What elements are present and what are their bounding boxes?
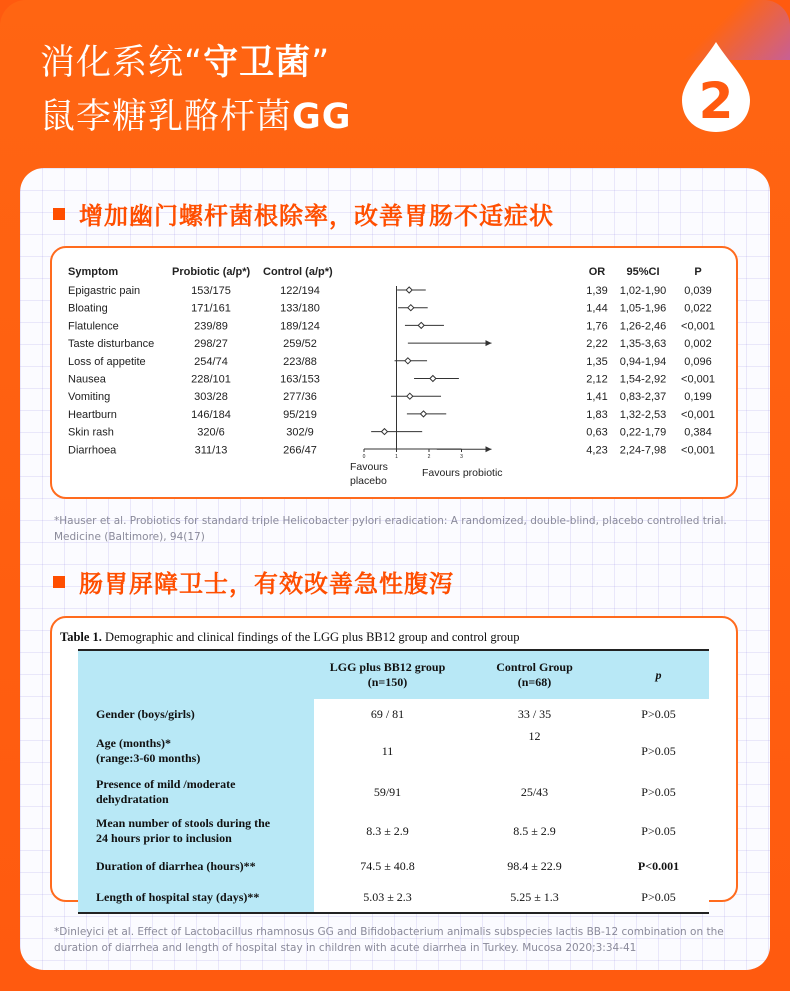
or-cell: 2,12 — [586, 373, 608, 386]
or-marker — [408, 305, 414, 311]
control-cell: 259/52 — [283, 338, 317, 351]
headline-emphasis: 守卫菌 — [203, 43, 312, 83]
header-probiotic: Probiotic (a/p*) — [172, 266, 251, 278]
or-cell: 0,63 — [586, 426, 608, 439]
p-value-cell: P>0.05 — [608, 699, 709, 729]
p-value-cell: P>0.05 — [608, 811, 709, 851]
column-header-line: (n=150) — [367, 675, 408, 689]
ci-arrow — [486, 446, 492, 452]
ci-cell: 1,32-2,53 — [619, 408, 667, 421]
probiotic-cell: 254/74 — [194, 355, 228, 368]
column-header-line: Control Group — [496, 660, 573, 674]
symptom-cell: Skin rash — [68, 426, 114, 439]
row-label-cell: Presence of mild /moderate dehydratation — [78, 773, 314, 811]
control-cell: 223/88 — [283, 355, 317, 368]
forest-plot-box — [50, 246, 738, 499]
headline-line-1 — [40, 40, 330, 86]
or-cell: 2,22 — [586, 338, 608, 351]
or-marker — [381, 429, 387, 435]
probiotic-cell: 311/13 — [194, 444, 228, 457]
or-cell: 1,41 — [586, 391, 608, 404]
control-cell: 277/36 — [283, 391, 317, 404]
control-cell: 189/124 — [280, 320, 320, 333]
probiotic-cell: 228/101 — [191, 373, 231, 386]
column-header-lgg — [314, 650, 461, 699]
lgg-value-cell: 11 — [314, 729, 461, 773]
section-1-title-text: 增加幽门螺杆菌根除率，改善胃肠不适症状 — [79, 202, 554, 230]
or-marker — [406, 287, 412, 293]
control-value-cell: 25/43 — [461, 773, 608, 811]
symptom-cell: Taste disturbance — [68, 338, 155, 351]
product-name: 鼠李糖乳酪杆菌 — [40, 97, 293, 137]
section-2-title — [53, 568, 454, 600]
control-cell: 122/194 — [280, 285, 320, 297]
ci-cell: 1,35-3,63 — [619, 338, 667, 351]
or-cell: 1,83 — [586, 408, 608, 421]
ci-cell: 2,24-7,98 — [619, 444, 667, 457]
p-value-cell: P>0.05 — [608, 882, 709, 913]
probiotic-cell: 298/27 — [194, 338, 228, 351]
p-cell: <0,001 — [681, 373, 715, 386]
lgg-value-cell: 59/91 — [314, 773, 461, 811]
lgg-value-cell: 8.3 ± 2.9 — [314, 811, 461, 851]
header-ci: 95%CI — [626, 266, 660, 278]
p-value-cell: P<0.001 — [608, 851, 709, 882]
p-cell: 0,096 — [684, 355, 712, 368]
clinical-table — [78, 649, 709, 914]
row-label-cell: Length of hospital stay (days)** — [78, 882, 314, 913]
control-value-cell: 12 — [461, 729, 608, 773]
bullet-square-icon — [53, 208, 65, 220]
headline-line-2 — [40, 94, 351, 140]
row-label-cell: Gender (boys/girls) — [78, 699, 314, 729]
or-marker — [418, 322, 424, 328]
p-cell: 0,199 — [684, 391, 712, 404]
p-value-cell: P>0.05 — [608, 729, 709, 773]
control-value-cell: 8.5 ± 2.9 — [461, 811, 608, 851]
header-control: Control (a/p*) — [263, 266, 333, 278]
or-marker — [430, 376, 436, 382]
header-symptom: Symptom — [68, 266, 119, 278]
ci-cell: 0,94-1,94 — [619, 355, 667, 368]
header-blank-cell — [78, 650, 314, 699]
p-cell: <0,001 — [681, 320, 715, 333]
favours-placebo-label: placebo — [350, 475, 387, 487]
x-tick-label: 2 — [427, 454, 431, 460]
headline-quote-close: ” — [311, 43, 331, 83]
section-2-title-text: 肠胃屏障卫士，有效改善急性腹泻 — [79, 570, 454, 598]
favours-placebo-label: Favours — [350, 461, 388, 473]
p-value-cell: P>0.05 — [608, 773, 709, 811]
favours-probiotic-label: Favours probiotic — [422, 467, 503, 479]
or-marker — [405, 358, 411, 364]
control-value-cell: 5.25 ± 1.3 — [461, 882, 608, 913]
table-caption: Demographic and clinical findings of the LGG plus BB12 group and control group — [101, 630, 520, 644]
symptom-cell: Vomiting — [68, 391, 111, 404]
control-value-cell: 33 / 35 — [461, 699, 608, 729]
row-label-cell: Mean number of stools during the 24 hours prior to inclusion — [78, 811, 314, 851]
control-cell: 302/9 — [286, 426, 314, 439]
symptom-cell: Diarrhoea — [68, 444, 117, 457]
or-cell: 1,39 — [586, 285, 608, 297]
header-or: OR — [588, 266, 606, 278]
bullet-square-icon — [53, 576, 65, 588]
table-row — [78, 773, 709, 811]
p-cell: <0,001 — [681, 408, 715, 421]
symptom-cell: Flatulence — [68, 320, 119, 333]
ci-arrow — [486, 340, 492, 346]
table-row — [78, 811, 709, 851]
p-cell: 0,002 — [684, 338, 712, 351]
probiotic-cell: 171/161 — [191, 302, 231, 315]
clinical-table-title — [60, 630, 520, 645]
section-1-footnote: *Hauser et al. Probiotics for standard triple Helicobacter pylori eradication: A randomized, double-blind, placebo controlled trial. Medicine (Baltimore), 94(17) — [54, 515, 727, 543]
or-cell: 4,23 — [586, 444, 608, 457]
probiotic-cell: 303/28 — [194, 391, 228, 404]
probiotic-cell: 239/89 — [194, 320, 228, 333]
x-tick-label: 0 — [362, 454, 366, 460]
column-header-control — [461, 650, 608, 699]
ci-cell: 1,26-2,46 — [619, 320, 667, 333]
control-cell: 163/153 — [280, 373, 320, 386]
p-cell: 0,384 — [684, 426, 712, 439]
symptom-cell: Heartburn — [68, 408, 117, 421]
content-card — [20, 168, 770, 970]
forest-table — [52, 248, 736, 501]
table-row — [78, 699, 709, 729]
ci-cell: 1,05-1,96 — [619, 302, 667, 315]
control-cell: 266/47 — [283, 444, 317, 457]
or-marker — [420, 411, 426, 417]
column-header-line: (n=68) — [517, 675, 552, 689]
p-cell: <0,001 — [681, 444, 715, 457]
table-row — [78, 882, 709, 913]
lgg-value-cell: 69 / 81 — [314, 699, 461, 729]
x-tick-label: 1 — [395, 454, 398, 460]
ci-cell: 0,83-2,37 — [619, 391, 667, 404]
section-1-title — [53, 200, 554, 232]
column-header-line: p — [655, 667, 662, 682]
ci-cell: 1,54-2,92 — [619, 373, 667, 386]
ci-cell: 1,02-1,90 — [619, 285, 667, 297]
lgg-value-cell: 5.03 ± 2.3 — [314, 882, 461, 913]
probiotic-cell: 146/184 — [191, 408, 231, 421]
p-cell: 0,039 — [684, 285, 712, 297]
probiotic-cell: 153/175 — [191, 285, 231, 297]
section-2-footnote: *Dinleyici et al. Effect of Lactobacillus rhamnosus GG and Bifidobacterium animalis subspecies lactis BB-12 combination on the duration of diarrhea and length of hospital stay in children with acute diarrhea in Turkey. Mucosa 2020;3:34-41 — [54, 926, 724, 954]
or-cell: 1,76 — [586, 320, 608, 333]
ci-cell: 0,22-1,79 — [619, 426, 667, 439]
p-cell: 0,022 — [684, 302, 712, 315]
control-cell: 133/180 — [280, 302, 320, 315]
clinical-table-header — [78, 650, 709, 699]
badge-number: 2 — [698, 72, 734, 130]
column-header-line: LGG plus BB12 group — [329, 660, 446, 674]
lgg-value-cell: 74.5 ± 40.8 — [314, 851, 461, 882]
or-cell: 1,35 — [586, 355, 608, 368]
headline-text: 消化系统“ — [40, 43, 204, 83]
probiotic-cell: 320/6 — [197, 426, 225, 439]
x-tick-label: 3 — [460, 454, 463, 460]
control-cell: 95/219 — [283, 408, 317, 421]
symptom-cell: Epigastric pain — [68, 285, 141, 297]
forest-plot-svg — [52, 248, 736, 497]
product-name-suffix: GG — [292, 97, 352, 137]
number-drop-badge — [678, 38, 754, 134]
table-row — [78, 729, 709, 773]
symptom-cell: Bloating — [68, 302, 108, 315]
column-header-p — [608, 650, 709, 699]
or-cell: 1,44 — [586, 302, 608, 315]
header-p: P — [694, 266, 702, 278]
row-label-cell: Age (months)* (range:3-60 months) — [78, 729, 314, 773]
table-row — [78, 851, 709, 882]
symptom-cell: Nausea — [68, 373, 106, 386]
table-number: Table 1. — [60, 630, 102, 644]
symptom-cell: Loss of appetite — [68, 355, 146, 368]
row-label-cell: Duration of diarrhea (hours)** — [78, 851, 314, 882]
control-value-cell: 98.4 ± 22.9 — [461, 851, 608, 882]
or-marker — [407, 393, 413, 399]
